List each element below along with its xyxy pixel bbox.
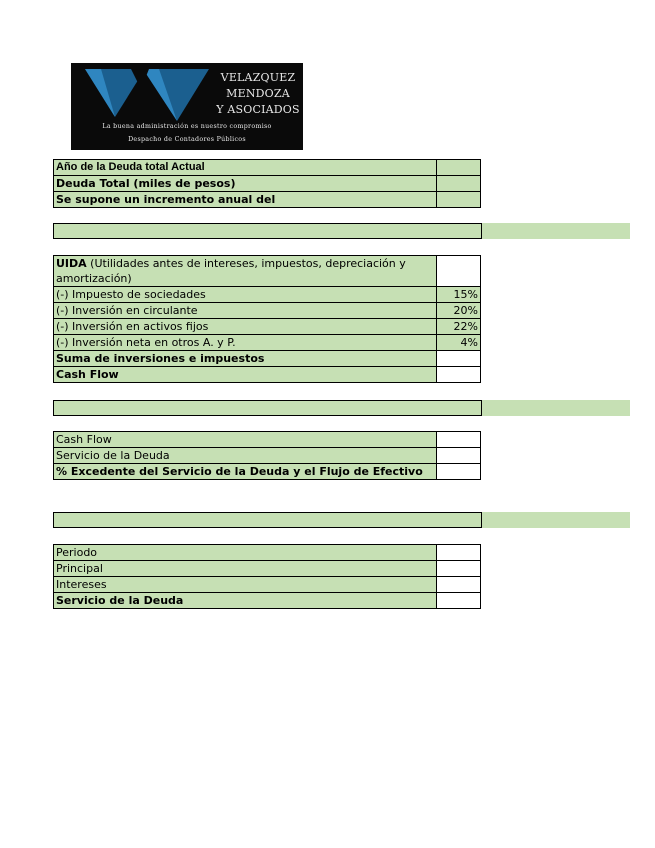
corporate-tax-label: (-) Impuesto de sociedades [54, 287, 437, 303]
logo-subtitle: Despacho de Contadores Públicos [128, 136, 246, 143]
logo-name-line3: Y ASOCIADOS [216, 103, 300, 116]
table-row [54, 287, 481, 303]
excess-percent-cell[interactable] [437, 464, 481, 480]
company-logo [71, 63, 303, 150]
uida-description: (Utilidades antes de intereses, impuestos, depreciación y amortización) [56, 257, 406, 285]
investments-taxes-sum-cell[interactable] [437, 351, 481, 367]
principal-cell[interactable] [437, 561, 481, 577]
table-row [54, 192, 481, 208]
working-capital-label: (-) Inversión en circulante [54, 303, 437, 319]
table-row [54, 561, 481, 577]
table-row [54, 160, 481, 176]
uida-cell[interactable] [437, 256, 481, 287]
debt-service-table [53, 544, 481, 609]
current-debt-year-label: Año de la Deuda total Actual [54, 160, 437, 176]
excess-percent-label: % Excedente del Servicio de la Deuda y el Flujo de Efectivo [54, 464, 437, 480]
table-row [54, 464, 481, 480]
annual-increase-label: Se supone un incremento anual del [54, 192, 437, 208]
cash-flow-label: Cash Flow [54, 367, 437, 383]
interest-label: Intereses [54, 577, 437, 593]
interest-cell[interactable] [437, 577, 481, 593]
period-label: Periodo [54, 545, 437, 561]
table-row [54, 545, 481, 561]
cash-flow-table [53, 255, 481, 383]
investments-taxes-sum-label: Suma de inversiones e impuestos [54, 351, 437, 367]
current-debt-year-cell[interactable] [437, 160, 481, 176]
table-row [54, 351, 481, 367]
logo-firm-name [213, 70, 303, 118]
table-row [54, 319, 481, 335]
coverage-cash-flow-cell[interactable] [437, 432, 481, 448]
coverage-debt-service-label: Servicio de la Deuda [54, 448, 437, 464]
table-row [54, 256, 481, 287]
coverage-cash-flow-label: Cash Flow [54, 432, 437, 448]
principal-label: Principal [54, 561, 437, 577]
logo-tagline: La buena administración es nuestro compromiso [102, 123, 272, 130]
table-row [54, 593, 481, 609]
working-capital-value[interactable]: 20% [437, 303, 481, 319]
logo-name-line1: VELAZQUEZ [220, 71, 296, 84]
fixed-assets-label: (-) Inversión en activos fijos [54, 319, 437, 335]
other-assets-label: (-) Inversión neta en otros A. y P. [54, 335, 437, 351]
logo-name-line2: MENDOZA [226, 87, 290, 100]
debt-service-total-label: Servicio de la Deuda [54, 593, 437, 609]
section-divider-band [53, 223, 630, 239]
cash-flow-cell[interactable] [437, 367, 481, 383]
other-assets-value[interactable]: 4% [437, 335, 481, 351]
table-row [54, 303, 481, 319]
debt-service-total-cell[interactable] [437, 593, 481, 609]
table-row [54, 335, 481, 351]
debt-coverage-table [53, 431, 481, 480]
coverage-debt-service-cell[interactable] [437, 448, 481, 464]
corporate-tax-value[interactable]: 15% [437, 287, 481, 303]
table-row [54, 448, 481, 464]
table-row [54, 432, 481, 448]
total-debt-label: Deuda Total (miles de pesos) [54, 176, 437, 192]
debt-summary-table [53, 159, 481, 208]
uida-acronym: UIDA [56, 257, 87, 270]
table-row [54, 176, 481, 192]
section-divider-band [53, 400, 630, 416]
period-cell[interactable] [437, 545, 481, 561]
table-row [54, 367, 481, 383]
annual-increase-cell[interactable] [437, 192, 481, 208]
total-debt-cell[interactable] [437, 176, 481, 192]
uida-label [54, 256, 437, 287]
section-divider-band [53, 512, 630, 528]
fixed-assets-value[interactable]: 22% [437, 319, 481, 335]
table-row [54, 577, 481, 593]
